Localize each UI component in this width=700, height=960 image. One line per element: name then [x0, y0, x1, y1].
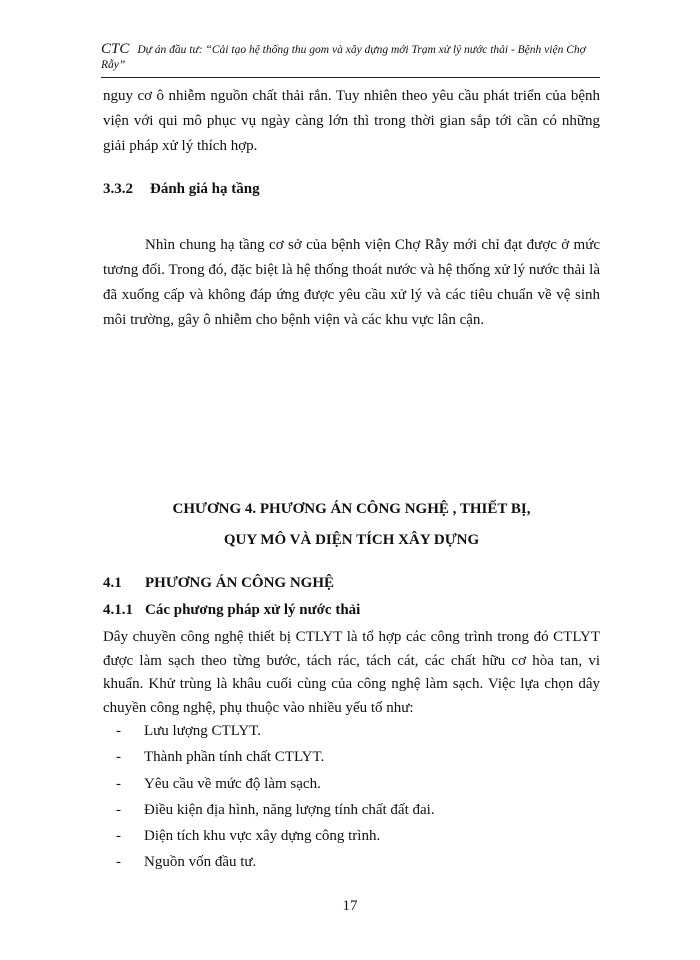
- page-header: [101, 42, 601, 73]
- section-number: 4.1: [103, 575, 122, 591]
- chapter-title: [103, 494, 600, 556]
- chapter-title-line-2: QUY MÔ VÀ DIỆN TÍCH XÂY DỰNG: [223, 532, 480, 548]
- section-number: 4.1.1: [103, 602, 133, 618]
- list-item: [116, 744, 435, 770]
- section-title: PHƯƠNG ÁN CÔNG NGHỆ: [145, 575, 335, 591]
- bullet-dash: -: [116, 749, 121, 766]
- bullet-dash: -: [116, 801, 121, 818]
- header-project-title: Dự án đầu tư: “Cải tạo hệ thống thu gom và xây dựng mới Trạm xử lý nước thải - Bệnh viện Chợ Rẫy”: [101, 44, 586, 71]
- paragraph-waste-risk: nguy cơ ô nhiễm nguồn chất thải rắn. Tuy nhiên theo yêu cầu phát triển của bệnh viện với qui mô phục vụ ngày càng lớn thì trong thời gian sắp tới cần có những giải pháp xử lý thích hợp.: [103, 88, 600, 154]
- factor-list: [116, 718, 435, 876]
- list-item-text: Nguồn vốn đầu tư.: [144, 854, 257, 871]
- page-number: 17: [342, 898, 358, 914]
- list-item-text: Thành phần tính chất CTLYT.: [144, 749, 325, 766]
- bullet-dash: -: [116, 723, 121, 739]
- section-heading-4-1: [103, 575, 334, 592]
- bullet-dash: -: [116, 775, 121, 792]
- list-item-text: Lưu lượng CTLYT.: [144, 723, 261, 739]
- list-item: [116, 849, 435, 875]
- list-item: [116, 718, 435, 744]
- section-title: Các phương pháp xử lý nước thải: [145, 602, 361, 618]
- paragraph-infrastructure-assessment: Nhìn chung hạ tầng cơ sở của bệnh viện Chợ Rẫy mới chỉ đạt được ở mức tương đối. Trong đó, đặc biệt là hệ thống thoát nước và hệ thống xử lý nước thải là đã xuống cấp và không đáp ứng được yêu cầu xử lý và các tiêu chuẩn về vệ sinh môi trường, gây ô nhiễm cho bệnh viện và các khu vực lân cận.: [103, 237, 600, 328]
- paragraph-treatment-line: Dây chuyền công nghệ thiết bị CTLYT là tổ hợp các công trình trong đó CTLYT được làm sạch theo từng bước, tách rác, tách cát, các chất hữu cơ hòa tan, vi khuẩn. Khử trùng là khâu cuối cùng của công nghệ làm sạch. Việc lựa chọn dây chuyền công nghệ, phụ thuộc vào nhiều yếu tố như:: [103, 629, 600, 716]
- list-item: [116, 771, 435, 797]
- header-divider: [101, 77, 600, 78]
- list-item-text: Diện tích khu vực xây dựng công trình.: [144, 828, 381, 845]
- section-heading-4-1-1: [103, 602, 360, 619]
- section-number: 3.3.2: [103, 181, 133, 197]
- section-heading-3-3-2: [103, 181, 260, 198]
- header-code: CTC: [101, 41, 130, 57]
- list-item-text: Yêu cầu về mức độ làm sạch.: [144, 775, 321, 792]
- list-item: [116, 823, 435, 849]
- bullet-dash: -: [116, 854, 121, 871]
- chapter-title-line-1: CHƯƠNG 4. PHƯƠNG ÁN CÔNG NGHỆ , THIẾT BỊ,: [172, 501, 531, 517]
- list-item-text: Điều kiện địa hình, năng lượng tính chất đất đai.: [144, 801, 435, 818]
- section-title: Đánh giá hạ tầng: [150, 181, 260, 197]
- list-item: [116, 797, 435, 823]
- bullet-dash: -: [116, 828, 121, 845]
